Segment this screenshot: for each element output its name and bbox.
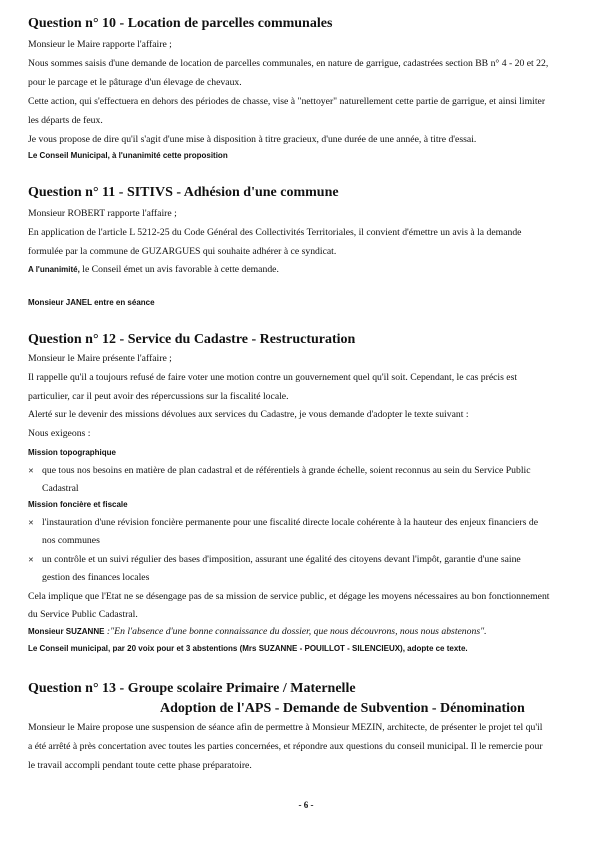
mission-fonciere-title: Mission foncière et fiscale (28, 500, 128, 509)
q13-subtitle: Adoption de l'APS - Demande de Subvention - Dénomination (160, 701, 525, 716)
mission2-bullet-2-line-2: gestion des finances locales (42, 572, 150, 583)
q13-line-2: a été arrêté à près concertation avec toutes les parties concernées, et répondre aux questions du conseil municipal. Il le remercie pour (28, 741, 543, 752)
bullet-icon: ✕ (28, 556, 34, 564)
mission1-bullet-1-line-1: que tous nos besoins en matière de plan cadastral et de référentiels à grande échelle, soient reconnus au sein du Service Public (42, 465, 531, 476)
q11-line-1: Monsieur ROBERT rapporte l'affaire ; (28, 208, 177, 219)
q12-vote: Le Conseil municipal, par 20 voix pour et 3 abstentions (Mrs SUZANNE - POUILLOT - SILENCIEUX), adopte ce texte. (28, 644, 468, 653)
statement-text: :"En l'absence d'une bonne connaissance du dossier, que nous découvrons, nous nous abstenons". (104, 626, 487, 637)
q10-line-3: pour le parcage et le pâturage d'un élevage de chevaux. (28, 77, 242, 88)
q12-conclusion-line-1: Cela implique que l'Etat ne se désengage pas de sa mission de service public, et dégage les moyens nécessaires au bon fonctionnement (28, 591, 550, 602)
mission2-bullet-1-line-2: nos communes (42, 535, 100, 546)
mission1-bullet-1-line-2: Cadastral (42, 483, 79, 494)
q10-line-6: Je vous propose de dire qu'il s'agit d'une mise à disposition à titre gracieux, d'une durée de une année, à titre d'essai. (28, 134, 477, 145)
q10-decision: Le Conseil Municipal, à l'unanimité cette proposition (28, 151, 228, 160)
q11-line-3: formulée par la commune de GUZARGUES qui souhaite adhérer à ce syndicat. (28, 246, 337, 257)
q10-title: Question n° 10 - Location de parcelles communales (28, 16, 333, 31)
bullet-icon: ✕ (28, 519, 34, 527)
q11-line-2: En application de l'article L 5212-25 du Code Général des Collectivités Territoriales, il convient d'émettre un avis à la demande (28, 227, 522, 238)
mission-topographique-title: Mission topographique (28, 448, 116, 457)
q12-line-3: particulier, car il peut avoir des répercussions sur la fiscalité locale. (28, 391, 289, 402)
q13-line-1: Monsieur le Maire propose une suspension de séance afin de permettre à Monsieur MEZIN, architecte, de présenter le projet tel qu'il (28, 722, 543, 733)
q12-line-2: Il rappelle qu'il a toujours refusé de faire voter une motion contre un gouvernement quel qu'il soit. Cependant, le cas précis est (28, 372, 518, 383)
q11-decision (28, 264, 279, 275)
q13-line-3: le travail accompli pendant toute cette phase préparatoire. (28, 760, 252, 771)
q11-title: Question n° 11 - SITIVS - Adhésion d'une commune (28, 185, 339, 200)
q11-decision-bold: A l'unanimité, (28, 265, 80, 274)
page-number: - 6 - (298, 800, 314, 810)
q12-conclusion-line-2: du Service Public Cadastral. (28, 609, 138, 620)
q10-line-5: les départs de feux. (28, 115, 103, 126)
mission2-bullet-1-line-1: l'instauration d'une révision foncière permanente pour une fiscalité directe locale cohérente à la hauteur des enjeux financiers de (42, 517, 538, 528)
q13-title: Question n° 13 - Groupe scolaire Primaire / Maternelle (28, 681, 356, 696)
q10-line-2: Nous sommes saisis d'une demande de location de parcelles communales, en nature de garrigue, cadastrées section BB n° 4 - 20 et 22, (28, 58, 549, 69)
mission2-bullet-2-line-1: un contrôle et un suivi régulier des bases d'imposition, assurant une égalité des citoyens devant l'impôt, garantie d'une saine (42, 554, 521, 565)
q12-line-5: Nous exigeons : (28, 428, 91, 439)
q12-line-1: Monsieur le Maire présente l'affaire ; (28, 353, 172, 364)
q12-title: Question n° 12 - Service du Cadastre - Restructuration (28, 332, 356, 347)
bullet-icon: ✕ (28, 467, 34, 475)
q10-line-1: Monsieur le Maire rapporte l'affaire ; (28, 39, 172, 50)
suzanne-statement (28, 626, 487, 637)
statement-speaker: Monsieur SUZANNE (28, 627, 105, 636)
janel-note: Monsieur JANEL entre en séance (28, 298, 155, 307)
q12-line-4: Alerté sur le devenir des missions dévolues aux services du Cadastre, je vous demande d'adopter le texte suivant : (28, 409, 469, 420)
q11-decision-rest: le Conseil émet un avis favorable à cette demande. (79, 264, 279, 275)
q10-line-4: Cette action, qui s'effectuera en dehors des périodes de chasse, vise à "nettoyer" naturellement cette partie de garrigue, et ainsi limiter (28, 96, 546, 107)
